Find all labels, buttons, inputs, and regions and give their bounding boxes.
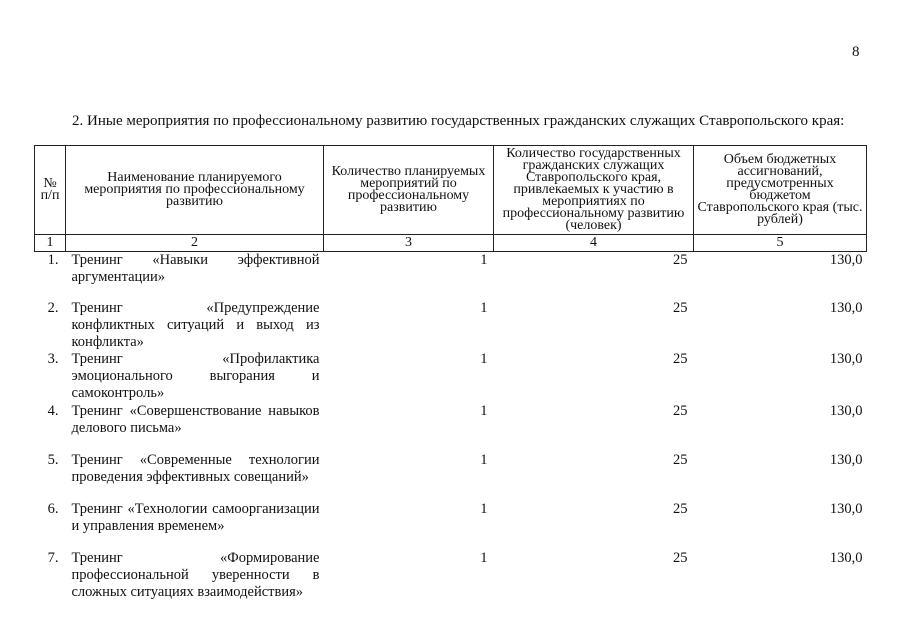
header-event-count: Количество планируемых мероприятий по профессиональному развитию <box>324 146 494 235</box>
participant-count: 25 <box>673 451 688 468</box>
participant-count: 25 <box>673 299 688 316</box>
event-count: 1 <box>480 299 488 316</box>
table-row <box>35 452 867 501</box>
table-header-row <box>35 146 867 235</box>
participant-count: 25 <box>673 402 688 419</box>
header-participants: Количество государственных гражданских служащих Ставропольского края, привлекаемых к участию в мероприятиях по профессиональному развитию (человек) <box>494 146 694 235</box>
column-number-row <box>35 235 867 252</box>
budget-amount: 130,0 <box>829 350 863 367</box>
budget-amount: 130,0 <box>829 500 863 517</box>
event-name: Тренинг «Профилактика эмоционального выгорания и самоконтроль» <box>71 350 320 401</box>
row-number: 1. <box>47 252 59 268</box>
budget-amount: 130,0 <box>829 299 863 316</box>
column-number-cell: 4 <box>494 235 694 252</box>
event-count: 1 <box>480 252 488 268</box>
row-number: 5. <box>47 451 59 468</box>
event-count: 1 <box>480 350 488 367</box>
event-name: Тренинг «Технологии самоорганизации и управления временем» <box>71 500 320 534</box>
participant-count: 25 <box>673 350 688 367</box>
column-number-cell: 5 <box>694 235 867 252</box>
event-count: 1 <box>480 500 488 517</box>
row-number: 7. <box>47 549 59 566</box>
row-number: 6. <box>47 500 59 517</box>
table-row <box>35 550 867 606</box>
row-number: 2. <box>47 299 59 316</box>
participant-count: 25 <box>673 549 688 566</box>
column-number-cell: 3 <box>324 235 494 252</box>
event-name: Тренинг «Современные технологии проведения эффективных совещаний» <box>71 451 320 485</box>
table-row <box>35 403 867 452</box>
row-number: 3. <box>47 350 59 367</box>
budget-amount: 130,0 <box>829 451 863 468</box>
event-count: 1 <box>480 402 488 419</box>
section-heading: 2. Иные мероприятия по профессиональному развитию государственных гражданских служащих Ставропольского края: <box>72 113 845 129</box>
participant-count: 25 <box>673 500 688 517</box>
header-event-name: Наименование планируемого мероприятия по профессиональному развитию <box>66 146 324 235</box>
budget-amount: 130,0 <box>829 549 863 566</box>
table-row <box>35 300 867 351</box>
column-number-cell: 2 <box>66 235 324 252</box>
table-row <box>35 351 867 403</box>
event-count: 1 <box>480 549 488 566</box>
header-budget: Объем бюджетных ассигнований, предусмотренных бюджетом Ставропольского края (тыс. рублей) <box>694 146 867 235</box>
budget-amount: 130,0 <box>829 402 863 419</box>
event-name: Тренинг «Навыки эффективной аргументации» <box>71 252 320 285</box>
training-plan-table <box>34 145 867 606</box>
header-number: № п/п <box>35 146 66 235</box>
table-row <box>35 501 867 550</box>
row-number: 4. <box>47 402 59 419</box>
participant-count: 25 <box>673 252 688 268</box>
budget-amount: 130,0 <box>829 252 863 268</box>
page-number: 8 <box>852 44 860 60</box>
event-name: Тренинг «Совершенствование навыков делового письма» <box>71 402 320 436</box>
event-name: Тренинг «Предупреждение конфликтных ситуаций и выход из конфликта» <box>71 299 320 350</box>
column-number-cell: 1 <box>35 235 66 252</box>
event-count: 1 <box>480 451 488 468</box>
table-row <box>35 252 867 300</box>
event-name: Тренинг «Формирование профессиональной уверенности в сложных ситуациях взаимодействия» <box>71 549 320 600</box>
